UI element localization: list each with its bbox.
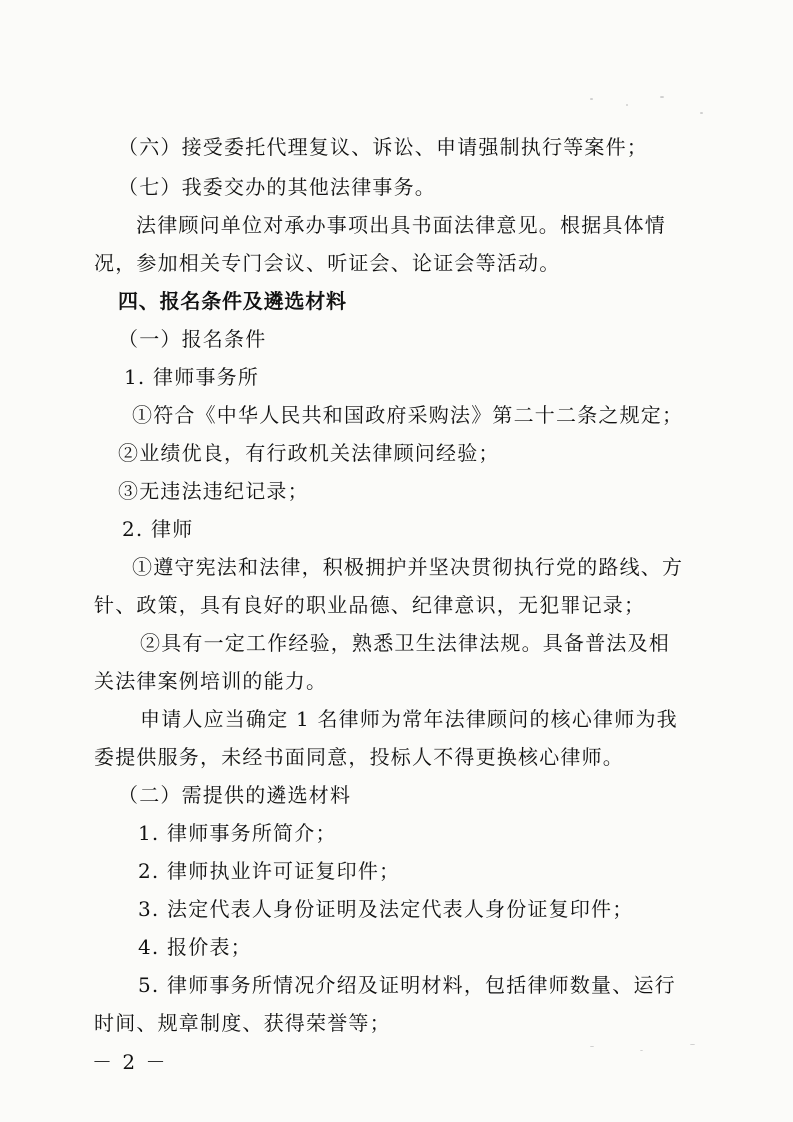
text-line: 法律顾问单位对承办事项出具书面法律意见。根据具体情 (136, 213, 666, 237)
list-item: 4. 报价表； (138, 935, 252, 959)
scan-noise (690, 1044, 695, 1045)
scan-noise (626, 104, 628, 106)
scan-noise (590, 98, 593, 100)
text-line: 况，参加相关专门会议、听证会、论证会等活动。 (94, 251, 561, 275)
subsection-heading: （一）报名条件 (118, 327, 267, 351)
list-item: 2. 律师执业许可证复印件； (138, 859, 401, 883)
scan-noise (640, 1050, 643, 1051)
scan-noise (590, 1046, 594, 1047)
text-line: 针、政策，具有良好的职业品德、纪律意识，无犯罪记录； (94, 593, 646, 617)
list-item: 1. 律师事务所 (124, 365, 260, 389)
text-line: 关法律案例培训的能力。 (94, 669, 328, 693)
text-line: 申请人应当确定 1 名律师为常年法律顾问的核心律师为我 (140, 707, 678, 731)
text-line: （七）我委交办的其他法律事务。 (118, 175, 436, 199)
list-item: ③无违法违纪记录； (118, 479, 309, 503)
list-item: ②业绩优良，有行政机关法律顾问经验； (118, 441, 500, 465)
list-item: 1. 律师事务所简介； (138, 821, 337, 845)
list-item: ①遵守宪法和法律，积极拥护并坚决贯彻执行党的路线、方 (132, 555, 684, 579)
text-line: 时间、规章制度、获得荣誉等； (94, 1011, 391, 1035)
list-item: 2. 律师 (122, 517, 194, 541)
list-item: ②具有一定工作经验，熟悉卫生法律法规。具备普法及相 (140, 631, 670, 655)
list-item: 3. 法定代表人身份证明及法定代表人身份证复印件； (138, 897, 634, 921)
scan-noise (700, 112, 703, 114)
section-heading: 四、报名条件及遴选材料 (118, 289, 347, 313)
list-item: 5. 律师事务所情况介绍及证明材料，包括律师数量、运行 (138, 973, 676, 997)
list-item: ①符合《中华人民共和国政府采购法》第二十二条之规定； (132, 403, 684, 427)
scan-noise (660, 96, 664, 98)
subsection-heading: （二）需提供的遴选材料 (118, 783, 352, 807)
page-number: － 2 － (92, 1050, 168, 1074)
text-line: （六）接受委托代理复议、诉讼、申请强制执行等案件； (118, 135, 648, 159)
text-line: 委提供服务，未经书面同意，投标人不得更换核心律师。 (94, 745, 624, 769)
